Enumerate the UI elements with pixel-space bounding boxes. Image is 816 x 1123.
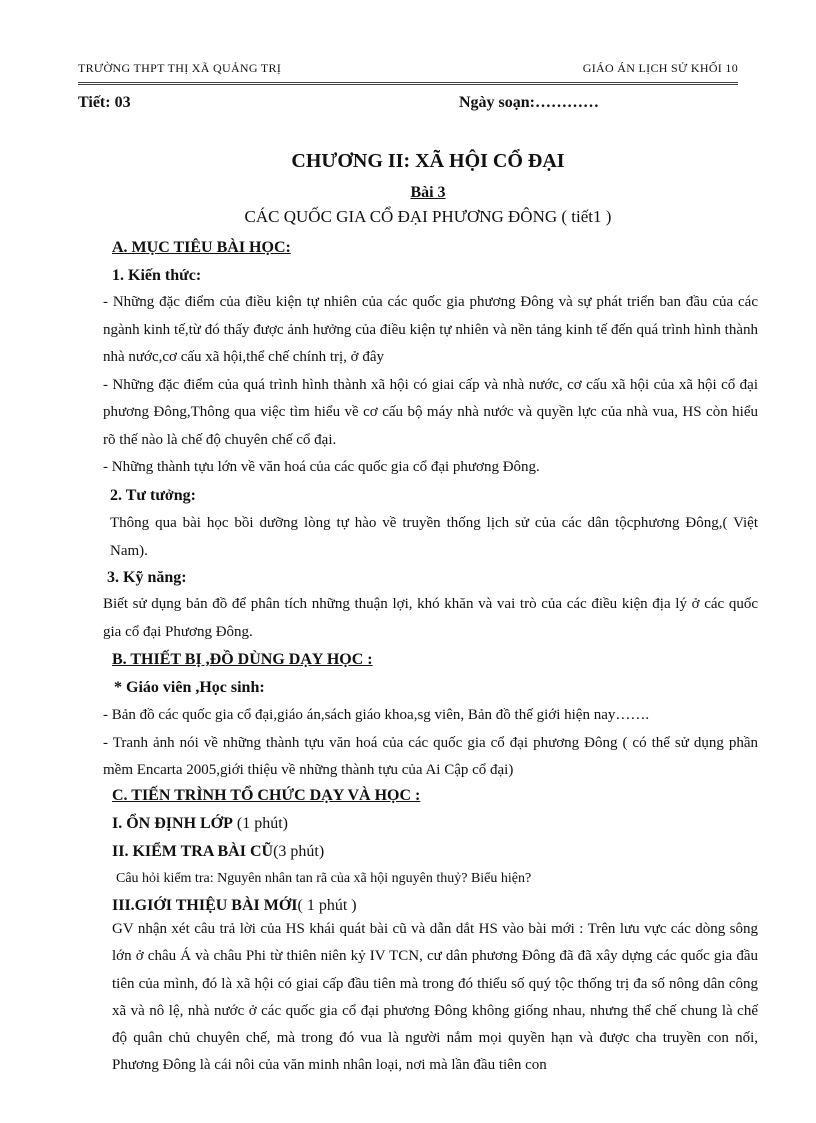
section-b-subheading: * Giáo viên ,Học sinh: — [114, 679, 265, 696]
lesson-label: Bài 3 — [410, 184, 446, 201]
intro-block — [112, 916, 758, 1080]
section-b-heading: B. THIẾT BỊ ,ĐỒ DÙNG DẠY HỌC : — [112, 651, 373, 668]
skills-text: Biết sử dụng bản đồ để phân tích những thuận lợi, khó khăn và vai trò của các điều kiện địa lý ở các quốc gia cổ đại Phương Đông. — [103, 596, 758, 640]
skills-block — [103, 566, 758, 646]
lesson-number: Tiết: 03 — [78, 94, 131, 111]
ideology-heading: 2. Tư tưởng: — [110, 487, 196, 504]
section-b — [112, 648, 758, 700]
knowledge-body — [103, 289, 758, 482]
intro-text: GV nhận xét câu trả lời của HS khái quát bài cũ và dẫn dắt HS vào bài mới : Trên lưu vực các dòng sông lớn ở châu Á và châu Phi từ thiên niên kỷ IV TCN, cư dân phương Đông đã đã xây dựng các quốc gia đầu tiên của mình, đó là xã hội có giai cấp đầu tiên mà trong đó thiểu số quý tộc thống trị đa số nông dân công xã và nô lệ, nhà nước ở các quốc gia cổ đại phương Đông không giống nhau, nhưng thể chế chung là chế độ quân chủ chuyên chế, mà trong đó vua là người nắm mọi quyền hạn và được cha truyền con nối, Phương Đông là cái nôi của văn minh nhân loại, nơi mà lần đầu tiên con — [112, 921, 758, 1074]
knowledge-item: - Những thành tựu lớn về văn hoá của các quốc gia cổ đại phương Đông. — [103, 459, 540, 475]
step-intro-time: ( 1 phút ) — [297, 897, 357, 914]
knowledge-heading: 1. Kiến thức: — [112, 267, 202, 284]
step-review-title: II. KIỂM TRA BÀI CŨ — [112, 843, 274, 860]
header-divider — [78, 82, 738, 85]
section-c — [112, 784, 758, 918]
ideology-text: Thông qua bài học bồi dưỡng lòng tự hào về truyền thống lịch sử của các dân tộcphương Đông,( Việt Nam). — [110, 515, 758, 559]
step-intro-title: III.GIỚI THIỆU BÀI MỚI — [112, 897, 298, 914]
knowledge-item: - Những đặc điểm của quá trình hình thành xã hội có giai cấp và nhà nước, cơ cấu xã hội của xã hội cổ đại phương Đông,Thông qua việc tìm hiểu về cơ cấu bộ máy nhà nước và quyền lực của nhà vua, HS còn hiểu rõ thế nào là chế độ chuyên chế cổ đại. — [103, 376, 758, 448]
chapter-title: CHƯƠNG II: XÃ HỘI CỔ ĐẠI — [291, 150, 565, 172]
equipment-item: - Bản đồ các quốc gia cổ đại,giáo án,sách giáo khoa,sg viên, Bản đồ thế giới hiện nay……. — [103, 707, 650, 723]
step-intro — [112, 894, 758, 918]
prep-date: Ngày soạn:………… — [459, 94, 600, 111]
equipment-list — [103, 702, 758, 785]
page-header — [78, 61, 738, 79]
knowledge-item: - Những đặc điểm của điều kiện tự nhiên của các quốc gia phương Đông và sự phát triển ban đầu của các ngành kinh tế,từ đó thấy được ảnh hưởng của điều kiện tự nhiên và nền tảng kinh tế đến quá trình hình thành nhà nước,cơ cấu xã hội,thể chế chính trị, ở đây — [103, 294, 758, 365]
lesson-title: CÁC QUỐC GIA CỔ ĐẠI PHƯƠNG ĐÔNG ( tiết1 ) — [244, 207, 612, 226]
section-a — [112, 236, 758, 288]
school-name: TRƯỜNG THPT THỊ XÃ QUẢNG TRỊ — [78, 61, 282, 75]
step-review-time: (3 phút) — [273, 843, 325, 860]
skills-heading: 3. Kỹ năng: — [107, 569, 187, 586]
subject-name: GIÁO ÁN LỊCH SỬ KHỐI 10 — [582, 61, 738, 75]
section-a-heading: A. MỤC TIÊU BÀI HỌC: — [112, 239, 291, 256]
section-c-heading: C. TIẾN TRÌNH TỔ CHỨC DẠY VÀ HỌC : — [112, 787, 421, 804]
step-stabilize-time: (1 phút) — [232, 815, 289, 832]
step-review — [112, 840, 758, 864]
ideology-block — [110, 484, 758, 565]
equipment-item: - Tranh ảnh nói về những thành tựu văn hoá của các quốc gia cổ đại phương Đông ( có thể sử dụng phần mềm Encarta 2005,giới thiệu về những thành tựu của Ai Cập cổ đại) — [103, 734, 758, 778]
review-question: Câu hỏi kiểm tra: Nguyên nhân tan rã của xã hội nguyên thuỷ? Biểu hiện? — [116, 871, 532, 886]
step-stabilize — [112, 812, 758, 836]
step-stabilize-title: I. ỔN ĐỊNH LỚP — [112, 815, 233, 832]
